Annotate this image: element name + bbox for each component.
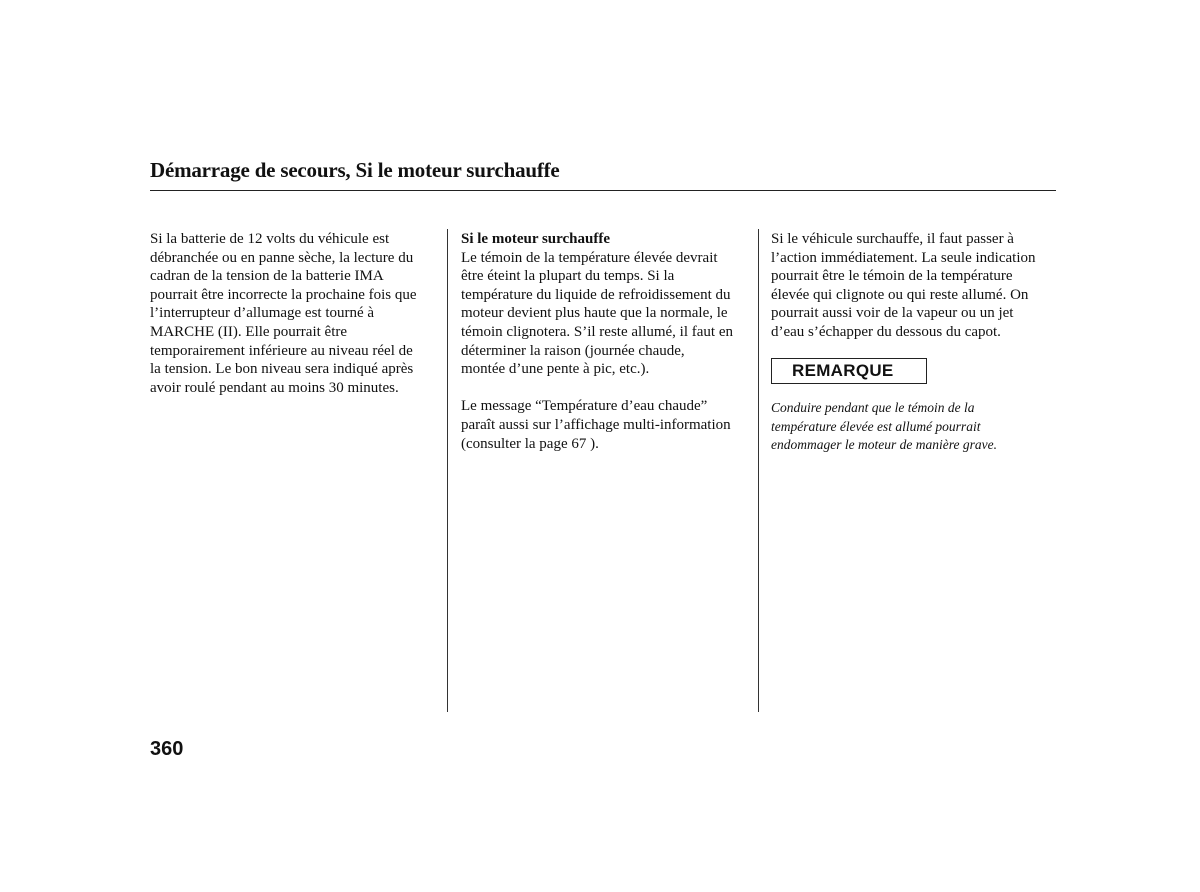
notice-box — [771, 358, 927, 384]
left-column — [150, 230, 440, 397]
page-title: Démarrage de secours, Si le moteur surchauffe — [150, 158, 560, 182]
overheat-paragraph: Le témoin de la température élevée devrait être éteint la plupart du temps. Si la température du liquide de refroidissement du moteur devient plus haute que la normale, le témoin clignotera. S’il reste allumé, il faut en déterminer la raison (journée chaude, montée d’une pente à pic, etc.). — [461, 249, 733, 378]
page-number: 360 — [150, 738, 184, 760]
message-paragraph: Le message “Température d’eau chaude” paraît aussi sur l’affichage multi-information (consulter la page 67 ). — [461, 398, 731, 452]
notice-text: Conduire pendant que le témoin de la température élevée est allumé pourrait endommager le moteur de manière grave. — [771, 400, 997, 453]
paragraph-spacer — [461, 379, 753, 398]
middle-column — [461, 230, 753, 453]
column-divider-2 — [758, 229, 759, 712]
right-column — [771, 230, 1061, 342]
section-heading: Si le moteur surchauffe — [461, 231, 611, 247]
battery-paragraph: Si la batterie de 12 volts du véhicule est débranchée ou en panne sèche, la lecture du cadran de la tension de la batterie IMA pourrait être incorrecte la prochaine fois que l’interrupteur d’allumage est tourné à MARCHE (II). Elle pourrait être temporairement inférieure au niveau réel de la tension. Le bon niveau sera indiqué après avoir roulé pendant au moins 30 minutes. — [150, 231, 417, 396]
action-paragraph: Si le véhicule surchauffe, il faut passer à l’action immédiatement. La seule indication pourrait être le témoin de la température élevée qui clignote ou qui reste allumé. On pourrait aussi voir de la vapeur ou un jet d’eau s’échapper du dessous du capot. — [771, 231, 1036, 340]
column-divider-1 — [447, 229, 448, 712]
notice-label: REMARQUE — [792, 361, 894, 380]
title-divider — [150, 190, 1056, 191]
